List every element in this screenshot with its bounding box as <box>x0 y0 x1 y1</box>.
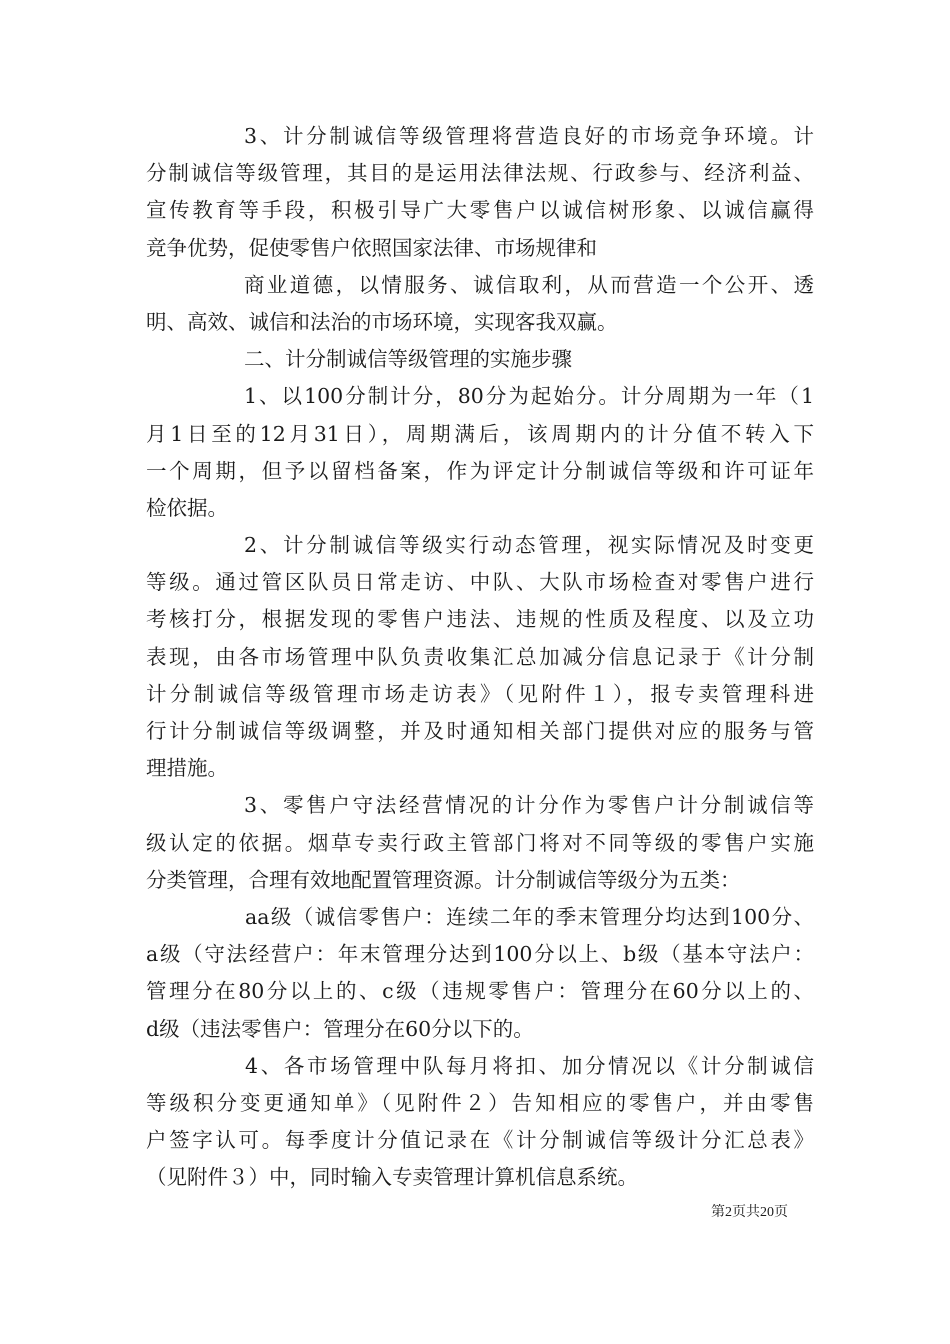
section-heading: 二、计分制诚信等级管理的实施步骤 <box>244 347 572 372</box>
paragraph-line: 行计分制诚信等级调整，并及时通知相关部门提供对应的服务与管 <box>146 719 814 743</box>
paragraph-line: 3、零售户守法经营情况的计分作为零售户计分制诚信等 <box>244 793 814 818</box>
paragraph-line: 级认定的依据。烟草专卖行政主管部门将对不同等级的零售户实施 <box>146 830 814 855</box>
paragraph-line: 一个周期，但予以留档备案，作为评定计分制诚信等级和许可证年 <box>146 458 814 483</box>
paragraph-line: （见附件３）中，同时输入专卖管理计算机信息系统。 <box>146 1165 638 1190</box>
paragraph-line: d级（违法零售户：管理分在60分以下的。 <box>146 1016 534 1041</box>
paragraph-line: a级（守法经营户：年末管理分达到100分以上、b级（基本守法户： <box>146 942 814 967</box>
paragraph-line: 管理分在80分以上的、c级（违规零售户：管理分在60分以上的、 <box>146 979 814 1004</box>
paragraph-line: 表现，由各市场管理中队负责收集汇总加减分信息记录于《计分制 <box>146 644 814 669</box>
page-number: 第2页共20页 <box>711 1205 788 1220</box>
paragraph-line: 分类管理，合理有效地配置管理资源。计分制诚信等级分为五类： <box>146 867 741 892</box>
paragraph-line: 检依据。 <box>146 495 228 520</box>
paragraph-line: 分制诚信等级管理，其目的是运用法律法规、行政参与、经济利益、 <box>146 161 814 186</box>
paragraph-line: aa级（诚信零售户：连续二年的季末管理分均达到100分、 <box>245 904 814 929</box>
paragraph-line: 竞争优势，促使零售户依照国家法律、市场规律和 <box>146 235 597 260</box>
paragraph-line: 3、计分制诚信等级管理将营造良好的市场竞争环境。计 <box>244 124 814 148</box>
paragraph-line: 计分制诚信等级管理市场走访表》（见附件１），报专卖管理科进 <box>146 681 814 706</box>
paragraph-line: 考核打分，根据发现的零售户违法、违规的性质及程度、以及立功 <box>146 607 814 632</box>
paragraph-line: 1、以100分制计分，80分为起始分。计分周期为一年（1 <box>244 384 814 409</box>
document-body <box>146 118 814 1196</box>
paragraph-line: 宣传教育等手段，积极引导广大零售户以诚信树形象、以诚信赢得 <box>146 198 814 223</box>
paragraph-line: 月1日至的12月31日），周期满后，该周期内的计分值不转入下 <box>146 421 814 446</box>
paragraph-line: 理措施。 <box>146 756 228 781</box>
paragraph-line: 等级。通过管区队员日常走访、中队、大队市场检查对零售户进行 <box>146 570 814 595</box>
paragraph-line: 等级积分变更通知单》（见附件２）告知相应的零售户，并由零售 <box>146 1090 814 1115</box>
paragraph-line: 明、高效、诚信和法治的市场环境，实现客我双赢。 <box>146 309 618 334</box>
paragraph-line: 2、计分制诚信等级实行动态管理，视实际情况及时变更 <box>244 533 814 558</box>
paragraph-line: 户签字认可。每季度计分值记录在《计分制诚信等级计分汇总表》 <box>146 1128 814 1153</box>
paragraph-line: 4、各市场管理中队每月将扣、加分情况以《计分制诚信 <box>245 1053 814 1078</box>
paragraph-line: 商业道德，以情服务、诚信取利，从而营造一个公开、透 <box>244 272 814 297</box>
